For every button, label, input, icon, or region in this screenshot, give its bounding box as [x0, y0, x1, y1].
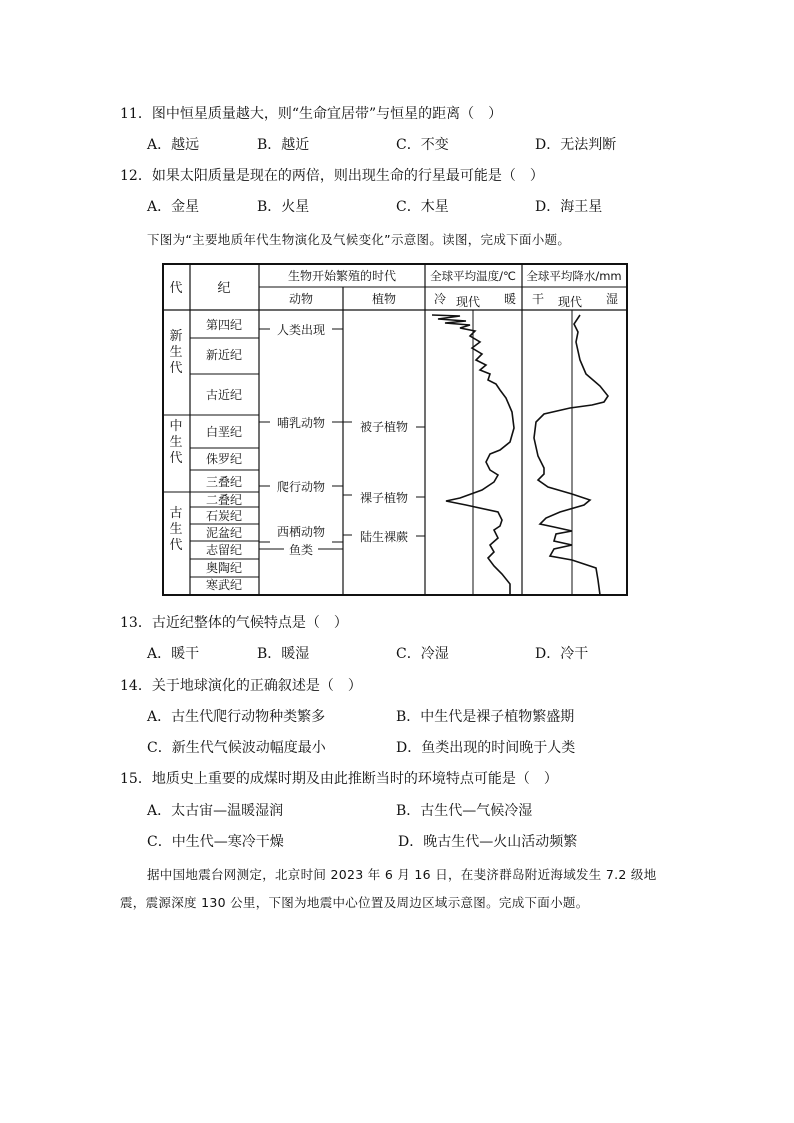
plant-gymnosperms: 裸子植物 — [359, 491, 409, 505]
q13-option-b[interactable]: B．暖湿 — [257, 646, 310, 662]
q15-option-c[interactable]: C．中生代—寒冷干燥 — [147, 834, 284, 850]
earthquake-intro-line2: 震，震源深度 130 公里，下图为地震中心位置及周边区域示意图。完成下面小题。 — [120, 895, 589, 910]
header-plant: 植物 — [371, 292, 397, 306]
q13-option-d[interactable]: D．冷干 — [535, 646, 589, 662]
header-bio: 生物开始繁殖的时代 — [287, 269, 397, 283]
period-triassic: 三叠纪 — [205, 475, 243, 489]
header-temperature: 全球平均温度/℃ — [430, 269, 516, 283]
plant-psilophytes: 陆生裸蕨 — [359, 530, 409, 544]
header-era: 代 — [169, 281, 183, 296]
animal-mammals: 哺乳动物 — [276, 416, 326, 430]
q15-option-d[interactable]: D．晚古生代—火山活动频繁 — [398, 834, 578, 850]
question-14-stem: 14．关于地球演化的正确叙述是（ ） — [120, 678, 362, 694]
temp-cold-label: 冷 — [434, 292, 447, 306]
period-ordovician: 奥陶纪 — [205, 561, 243, 575]
animal-amphibians: 西栖动物 — [276, 525, 326, 539]
question-15-stem: 15．地质史上重要的成煤时期及由此推断当时的环境特点可能是（ ） — [120, 771, 558, 787]
period-jurassic: 侏罗纪 — [205, 452, 243, 466]
q13-option-a[interactable]: A．暖干 — [147, 646, 200, 662]
q11-option-d[interactable]: D．无法判断 — [535, 137, 617, 153]
q12-option-a[interactable]: A．金星 — [147, 199, 200, 215]
period-paleogene: 古近纪 — [205, 388, 243, 402]
q11-option-b[interactable]: B．越近 — [257, 137, 310, 153]
q15-option-a[interactable]: A．太古宙—温暖湿润 — [147, 803, 284, 819]
question-11-stem: 11．图中恒星质量越大，则“生命宜居带”与恒星的距离（ ） — [120, 106, 503, 122]
precip-wet-label: 湿 — [606, 292, 619, 306]
period-quaternary: 第四纪 — [205, 318, 243, 332]
q15-option-b[interactable]: B．古生代—气候冷湿 — [396, 803, 533, 819]
geologic-time-figure — [160, 262, 630, 598]
animal-humans: 人类出现 — [276, 323, 326, 337]
q14-option-a[interactable]: A．古生代爬行动物种类繁多 — [147, 709, 326, 725]
precip-now-label: 现代 — [558, 295, 583, 309]
header-precipitation: 全球平均降水/mm — [526, 269, 622, 283]
earthquake-intro-line1: 据中国地震台网测定，北京时间 2023 年 6 月 16 日，在斐济群岛附近海域发生 7.2 级地 — [147, 867, 657, 882]
period-neogene: 新近纪 — [205, 348, 243, 362]
header-animal: 动物 — [288, 292, 314, 306]
q14-option-d[interactable]: D．鱼类出现的时间晚于人类 — [396, 740, 576, 756]
era-cenozoic: 新生代 — [169, 329, 183, 376]
temp-warm-label: 暖 — [504, 292, 517, 306]
precip-dry-label: 干 — [532, 292, 545, 306]
q11-option-a[interactable]: A．越远 — [147, 137, 200, 153]
period-permian: 二叠纪 — [205, 493, 243, 507]
precipitation-curve — [534, 315, 608, 595]
q11-option-c[interactable]: C．不变 — [396, 137, 449, 153]
q12-option-b[interactable]: B．火星 — [257, 199, 310, 215]
q14-option-b[interactable]: B．中生代是裸子植物繁盛期 — [396, 709, 575, 725]
animal-reptiles: 爬行动物 — [276, 480, 326, 494]
era-mesozoic: 中生代 — [169, 419, 183, 466]
period-cambrian: 寒武纪 — [205, 578, 243, 592]
q14-option-c[interactable]: C．新生代气候波动幅度最小 — [147, 740, 326, 756]
q13-option-c[interactable]: C．冷湿 — [396, 646, 449, 662]
q12-option-c[interactable]: C．木星 — [396, 199, 449, 215]
period-carboniferous: 石炭纪 — [205, 509, 243, 523]
animal-fish: 鱼类 — [288, 543, 314, 557]
period-silurian: 志留纪 — [205, 543, 243, 557]
question-13-stem: 13．古近纪整体的气候特点是（ ） — [120, 615, 348, 631]
temp-now-label: 现代 — [456, 295, 481, 309]
figure-intro-text: 下图为“主要地质年代生物演化及气候变化”示意图。读图，完成下面小题。 — [147, 232, 571, 247]
header-period: 纪 — [217, 281, 231, 296]
period-devonian: 泥盆纪 — [205, 526, 243, 540]
question-12-stem: 12．如果太阳质量是现在的两倍，则出现生命的行星最可能是（ ） — [120, 168, 544, 184]
era-paleozoic: 古生代 — [169, 506, 183, 553]
plant-angiosperms: 被子植物 — [359, 420, 409, 434]
period-cretaceous: 白垩纪 — [205, 425, 243, 439]
q12-option-d[interactable]: D．海王星 — [535, 199, 603, 215]
